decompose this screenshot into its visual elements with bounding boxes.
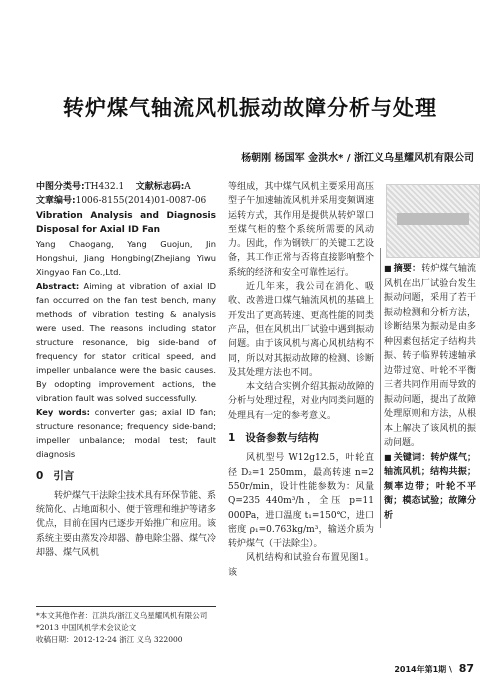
middle-paragraph-2: 近几年来，我公司在消化、吸收、改善进口煤气轴流风机的基础上开发出了更高转速、更高性能的同类产品，但在风机出厂试验中遇到振动问题。由于该风机与离心风机结构不同，所以对其振动故障的检测、诊断及其处理方法也不同。 xyxy=(228,282,374,378)
footnote-2: *2013 中国风机学术会议论文 xyxy=(36,623,137,632)
english-title: Vibration Analysis and Diagnosis Disposal for Axial ID Fan xyxy=(36,210,216,235)
sidebar-abstract xyxy=(384,262,476,451)
sidebar-keywords-label: 关键词： xyxy=(393,452,431,463)
page-footer xyxy=(394,662,474,675)
left-column xyxy=(36,180,216,560)
footnote-3: 收稿日期：2012-12-24 浙江 义乌 322000 xyxy=(36,635,183,644)
sidebar-abstract-text: 转炉煤气轴流风机在出厂试验台发生振动问题，采用了若干振动检测和分析方法，诊断结果为振动是由多种因素包括定子结构共振、转子临界转速轴承边带过宽、叶轮不平衡三者共同作用而导致的振动问题，提出了故障处理原则和方法，从根本上解决了该风机的振动问题。 xyxy=(384,264,476,448)
english-abstract xyxy=(36,279,216,405)
square-bullet-icon: ■ xyxy=(384,264,392,273)
article-title: 转炉煤气轴流风机振动故障分析与处理 xyxy=(63,96,437,120)
square-bullet-icon: ■ xyxy=(384,452,392,462)
english-authors: Yang Chaogang, Yang Guojun, Jin Hongshui, Jiang Hongbing(Zhejiang Yiwu Xingyao Fan Co.,Ltd. xyxy=(36,238,216,277)
sidebar-column xyxy=(384,262,476,523)
doc-code-value: A xyxy=(184,182,191,192)
footnote-1: *本文其他作者：江洪兵/浙江义乌星耀风机有限公司 xyxy=(36,611,208,620)
classification-line xyxy=(36,180,216,194)
english-abstract-label: Abstract: xyxy=(36,280,80,291)
separator: \ xyxy=(448,665,452,674)
section-1-title: 设备参数与结构 xyxy=(245,432,319,445)
article-authors: 杨朝刚 杨国军 金洪水* / 浙江义乌星耀风机有限公司 xyxy=(241,153,474,164)
section-0-paragraph: 转炉煤气干法除尘技术具有环保节能、系统简化、占地面积小、便于管理和维护等诸多优点，目前在国内已逐步开始推广和应用。该系统主要由蒸发冷却器、静电除尘器、煤气冷却器、煤气风机 xyxy=(36,490,217,559)
section-1-heading xyxy=(228,431,374,445)
column-divider xyxy=(380,248,381,528)
section-0-number: 0 xyxy=(36,469,44,482)
sidebar-abstract-label: 摘要： xyxy=(393,264,422,274)
middle-paragraph-4: 风机型号 W12g12.5，叶轮直径 D₂=1 250mm，最高转速 n=2 550r/min，设计性能参数为：风量 Q=235 440m³/h，全压 p=11 000Pa，进口温度 t₁=150℃，进口密度 ρ₁=0.763kg/m³，输送介质为转炉煤气（干法除尘）。 xyxy=(228,453,374,550)
middle-paragraph-1: 等组成，其中煤气风机主要采用高压型子午加速轴流风机并采用变频调速运转方式，其作用是提供从转炉罩口至煤气柜的整个系统所需要的风动力。因此，作为钢铁厂的关键工艺设备，其工作正常与否将直接影响整个系统的经济和安全可靠性运行。 xyxy=(228,182,374,278)
middle-paragraph-5: 风机结构和试验台布置见图1。该 xyxy=(228,553,374,578)
middle-column xyxy=(228,180,374,580)
clc-value: TH432.1 xyxy=(84,182,125,192)
english-keywords-label: Key words: xyxy=(36,406,90,417)
article-number-label: 文章编号: xyxy=(36,196,76,207)
section-1-number: 1 xyxy=(228,432,236,445)
english-abstract-text: Aiming at vibration of axial ID fan occurred on the fan test bench, many methods of vibration testing & analysis were used. The reasons including stator structure resonance, big side-band of frequency for stator critical speed, and impeller unbalance were the basic causes. By odopting improvement actions, the vibration fault was solved successfully. xyxy=(36,280,217,403)
section-0-title: 引言 xyxy=(53,469,75,482)
middle-paragraph-3: 本文结合实例介绍其振动故障的分析与处理过程，对业内同类问题的处理具有一定的参考意义。 xyxy=(228,382,374,421)
article-number-value: 1006-8155(2014)01-0087-06 xyxy=(75,196,207,207)
doc-code-label: 文献标志码: xyxy=(135,182,185,192)
english-keywords xyxy=(36,405,216,461)
sidebar-keywords xyxy=(384,451,476,524)
clc-label: 中图分类号: xyxy=(36,182,85,192)
sidebar-keywords-text: 转炉煤气；轴流风机；结构共振；频率边带；叶轮不平衡；模态试验；故障分析 xyxy=(384,452,476,521)
section-0-heading xyxy=(36,469,216,483)
issue-label: 2014年第1期 xyxy=(394,665,447,674)
english-keywords-text: converter gas; axial ID fan; structure resonance; frequency side-band; impeller unbalance; modal test; fault diagnosis xyxy=(36,406,216,459)
page-number: 87 xyxy=(458,662,474,675)
article-number-line xyxy=(36,194,216,208)
sidebar-decorative-image xyxy=(386,184,480,258)
footnotes xyxy=(36,606,216,646)
